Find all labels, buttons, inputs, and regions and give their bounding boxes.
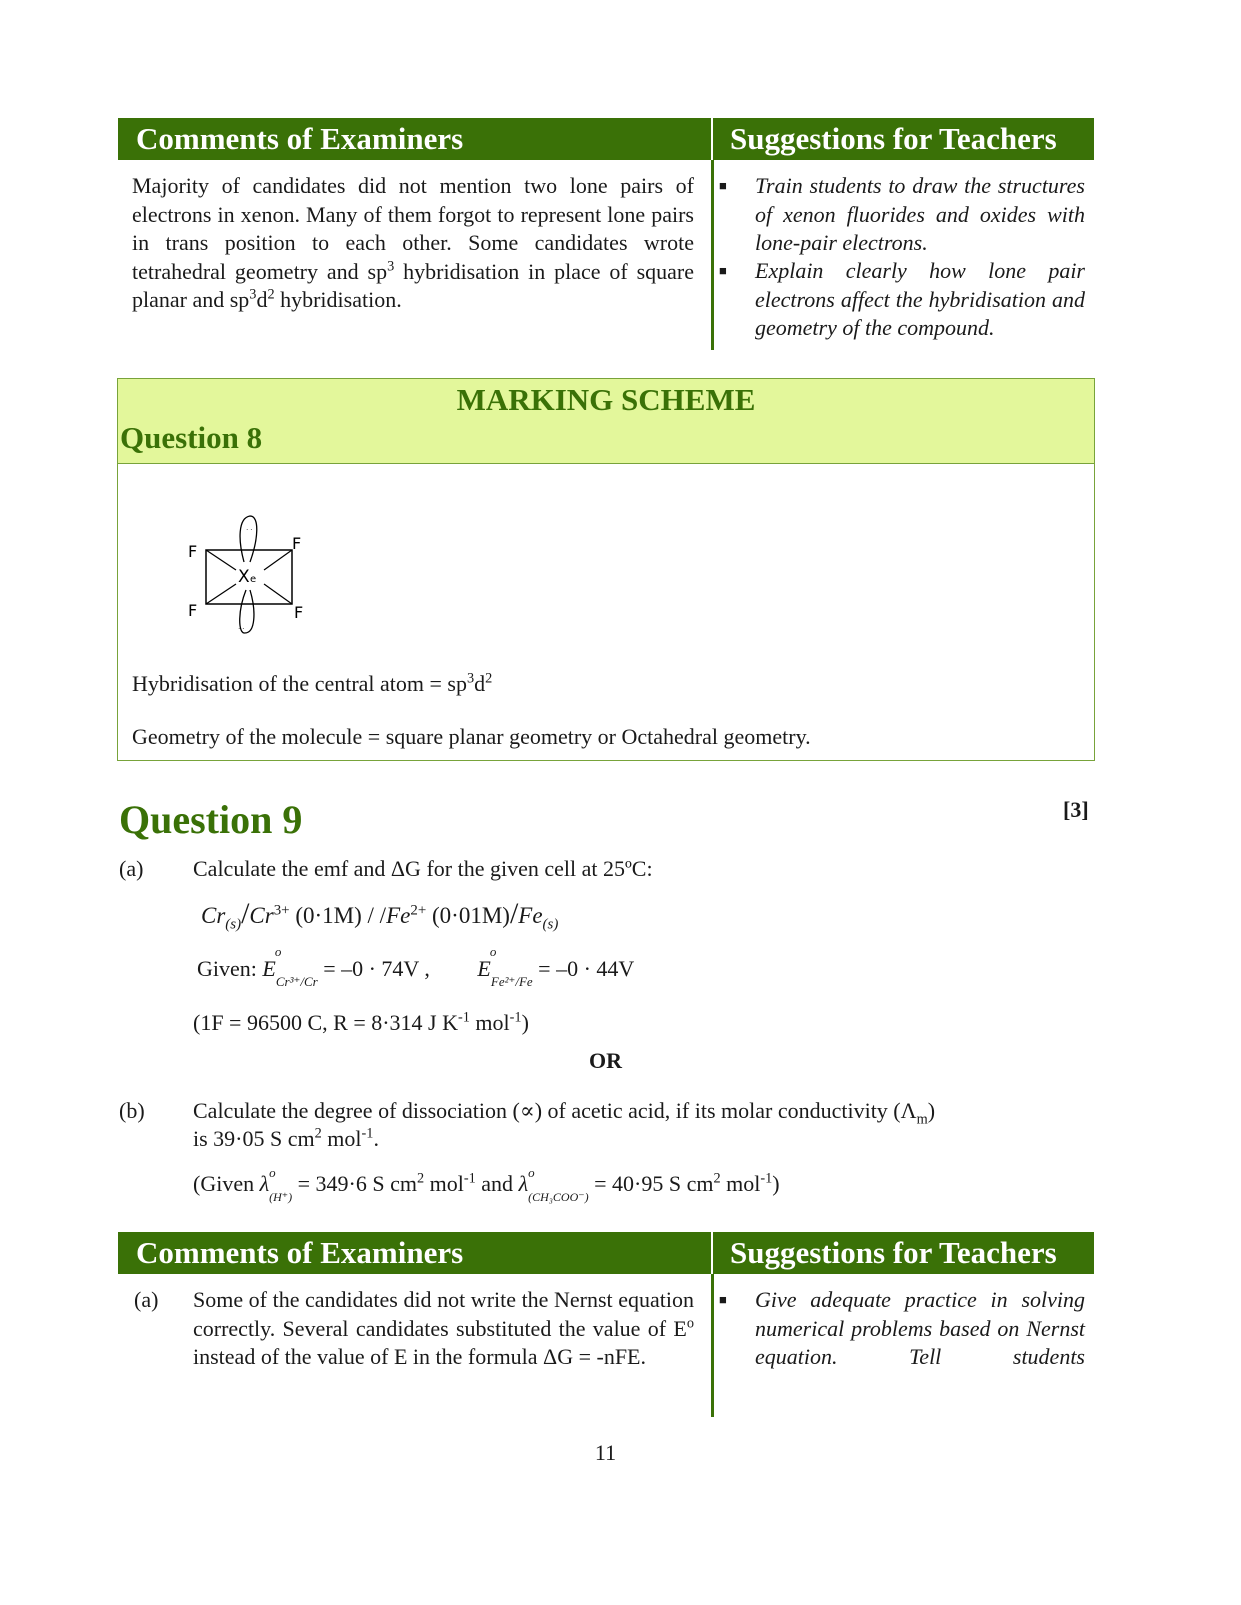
table1-divider [711, 160, 714, 350]
question-8-label: Question 8 [120, 420, 263, 455]
xe-atom-label-sub: e [250, 574, 257, 585]
part-a-question: Calculate the emf and ΔG for the given cell at 25ºC: [193, 856, 653, 881]
suggestion-item: Give adequate practice in solving numerical problems based on Nernst equation. Tell students [755, 1287, 1085, 1369]
suggestions-for-teachers-header: Suggestions for Teachers [713, 118, 1094, 160]
suggestions-for-teachers-header: Suggestions for Teachers [713, 1232, 1094, 1274]
suggestion-item: Explain clearly how lone pair electrons affect the hybridisation and geometry of the compound. [755, 258, 1085, 340]
f-atom-label: F [294, 603, 304, 622]
f-atom-label: F [188, 601, 198, 620]
part-b-question-line1: Calculate the degree of dissociation (∝) of acetic acid, if its molar conductivity $(\Lambda_m)$ [193, 1098, 936, 1128]
f-atom-label: F [292, 534, 302, 553]
xef4-structure-diagram [180, 510, 320, 640]
svg-text:· ·: · · [246, 526, 253, 534]
hybridisation-answer: Hybridisation of the central atom = $sp^3d^2$ [132, 670, 493, 696]
question-9-marks: [3] [1063, 797, 1089, 822]
cell-notation: $Cr_{(s)}/Cr^{3+}$ $(0\cdot 1M) / /Fe^{2+}$ $(0\cdot 01M)/Fe_{(s)}$ [201, 897, 559, 933]
comments-of-examiners-header: Comments of Examiners [118, 1232, 711, 1274]
examiner-comments-q9: Some of the candidates did not write the Nernst equation correctly. Several candidates substituted the value of $E^o$ instead of the value of E in the formula ΔG = -nFE. [193, 1287, 694, 1369]
table2-divider [711, 1274, 714, 1417]
question-9-title: Question 9 [119, 797, 303, 842]
part-a-label: (a) [119, 856, 144, 881]
xe-atom-label: X [238, 567, 250, 587]
given-constants: (1F = 96500 C, R = 8·314 J $K^{-1}$ mol$^{-1}$) [193, 1009, 529, 1035]
given-electrode-potentials: Given: E o $_{Cr^{3+}/Cr}$ = –0 · 74V , E o $_{Fe^{2+}/Fe}$ = –0 · 44V [197, 944, 635, 989]
page-number: 11 [594, 1440, 617, 1465]
suggestion-item: Train students to draw the structures of xenon fluorides and oxides with lone-pair electrons. [755, 173, 1085, 255]
part-b-given-conductivities: (Given λ o $_{(H^+)}$ = 349·6 S $cm^2$ mol$^{-1}$ and λ o $_{(CH_3COO^-)}$ = 40·95 S $cm^2$ mol$^{-1}$) [193, 1165, 780, 1204]
bullet-icon: ■ [719, 1292, 727, 1307]
geometry-answer: Geometry of the molecule = square planar geometry or Octahedral geometry. [132, 724, 811, 749]
examiner-comments-q8: Majority of candidates did not mention two lone pairs of electrons in xenon. Many of them forgot to represent lone pairs in trans position to each other. Some candidates wrote tetrahedral geometry and $sp^3$ hybridisation in place of square planar and $sp^3d^2$ hybridisation. [132, 173, 694, 312]
bullet-icon: ■ [719, 263, 727, 278]
part-b-question-line2: is 39·05 S $cm^2$ mol$^{-1}$. [193, 1125, 379, 1151]
marking-scheme-title: MARKING SCHEME [456, 382, 756, 417]
svg-text:· ·: · · [238, 625, 245, 633]
bullet-icon: ■ [719, 178, 727, 193]
comments-of-examiners-header: Comments of Examiners [118, 118, 711, 160]
f-atom-label: F [188, 542, 198, 561]
comment-item-label: (a) [134, 1287, 159, 1312]
or-separator: OR [589, 1048, 622, 1073]
part-b-label: (b) [119, 1098, 145, 1123]
